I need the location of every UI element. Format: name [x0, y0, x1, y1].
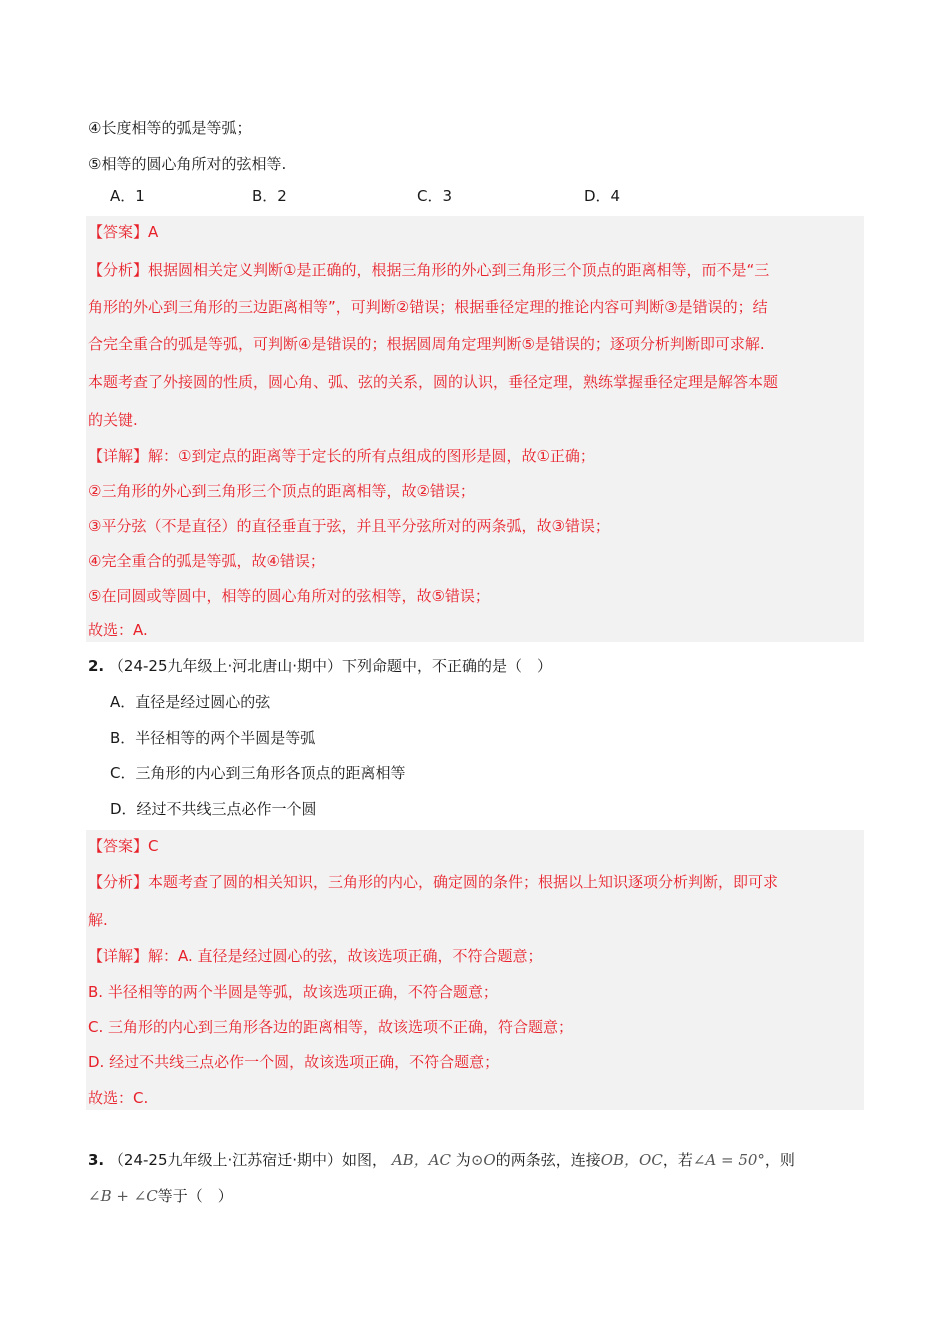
q1-analysis-line-1: 【分析】根据圆相关定义判断①是正确的，根据三角形的外心到三角形三个顶点的距离相等，而不是“三 — [88, 261, 770, 279]
q1-detail-line-3: ③平分弦（不是直径）的直径垂直于弦，并且平分弦所对的两条弧，故③错误； — [88, 517, 610, 535]
q2-stem-text: 下列命题中，不正确的是（ ） — [342, 657, 553, 675]
q2-stem — [88, 656, 552, 676]
q3-stem-text-d: ，若 — [662, 1151, 693, 1169]
q3-stem-text-b: 为 — [455, 1151, 471, 1169]
q3-math-radii: OB，OC — [600, 1151, 663, 1169]
q2-answer: 【答案】C — [88, 837, 159, 855]
q2-option-c: C．三角形的内心到三角形各顶点的距离相等 — [110, 764, 406, 782]
q1-option-d: D．4 — [584, 187, 621, 205]
q3-stem-text-f: 等于（ ） — [157, 1187, 233, 1205]
q1-detail-line-4: ④完全重合的弧是等弧，故④错误； — [88, 552, 325, 570]
q3-stem-line-1 — [88, 1150, 795, 1170]
q1-analysis-line-2: 角形的外心到三角形的三边距离相等”，可判断②错误；根据垂径定理的推论内容可判断③是错误的；结 — [88, 298, 768, 316]
q1-analysis-line-3: 合完全重合的弧是等弧，可判断④是错误的；根据圆周角定理判断⑤是错误的；逐项分析判断即可求解. — [88, 335, 765, 353]
q1-option-b: B．2 — [252, 187, 287, 205]
q3-stem-line-2 — [88, 1186, 233, 1206]
q1-analysis-line-5: 的关键. — [88, 411, 138, 429]
q1-detail-line-5: ⑤在同圆或等圆中，相等的圆心角所对的弦相等，故⑤错误； — [88, 587, 490, 605]
statement-5: ⑤相等的圆心角所对的弦相等. — [88, 155, 287, 173]
q3-number: 3. — [88, 1151, 105, 1169]
q2-option-b: B．半径相等的两个半圆是等弧 — [110, 729, 316, 747]
q1-option-a: A．1 — [110, 187, 145, 205]
q3-stem-text-e: ，则 — [764, 1151, 795, 1169]
q2-detail-line-5: 故选：C. — [88, 1089, 149, 1107]
q2-option-a: A．直径是经过圆心的弦 — [110, 693, 271, 711]
q1-detail-line-1: 【详解】解：①到定点的距离等于定长的所有点组成的图形是圆，故①正确； — [88, 447, 595, 465]
q3-stem-text-c: 的两条弦，连接 — [495, 1151, 601, 1169]
q1-option-c: C．3 — [417, 187, 453, 205]
q3-stem-text-a: 如图， — [342, 1151, 388, 1169]
q3-math-sum: ∠B + ∠C — [88, 1187, 158, 1205]
q3-math-chords: AB，AC — [391, 1151, 452, 1169]
q2-analysis-line-1: 【分析】本题考查了圆的相关知识，三角形的内心，确定圆的条件；根据以上知识逐项分析判断，即可求 — [88, 873, 779, 891]
q3-math-circle: ⊙O — [470, 1151, 496, 1169]
q2-option-d: D．经过不共线三点必作一个圆 — [110, 800, 317, 818]
q2-source: （24-25九年级上·河北唐山·期中） — [108, 657, 343, 675]
q2-detail-line-4: D. 经过不共线三点必作一个圆，故该选项正确，不符合题意； — [88, 1053, 500, 1071]
q1-detail-line-2: ②三角形的外心到三角形三个顶点的距离相等，故②错误； — [88, 482, 475, 500]
q2-analysis-line-2: 解. — [88, 911, 108, 929]
q2-detail-line-2: B. 半径相等的两个半圆是等弧，故该选项正确，不符合题意； — [88, 983, 498, 1001]
q1-detail-line-6: 故选：A. — [88, 621, 148, 639]
q2-detail-line-3: C. 三角形的内心到三角形各边的距离相等，故该选项不正确，符合题意； — [88, 1018, 574, 1036]
q1-options — [110, 186, 810, 206]
q3-source: （24-25九年级上·江苏宿迁·期中） — [108, 1151, 343, 1169]
statement-4: ④长度相等的弧是等弧； — [88, 119, 252, 137]
q1-analysis-line-4: 本题考查了外接圆的性质，圆心角、弧、弦的关系，圆的认识，垂径定理，熟练掌握垂径定理是解答本题 — [88, 373, 779, 391]
q3-math-angle: ∠A = 50° — [692, 1151, 765, 1169]
q2-number: 2. — [88, 657, 105, 675]
q1-answer: 【答案】A — [88, 223, 159, 241]
q2-detail-line-1: 【详解】解：A. 直径是经过圆心的弦，故该选项正确，不符合题意； — [88, 947, 543, 965]
